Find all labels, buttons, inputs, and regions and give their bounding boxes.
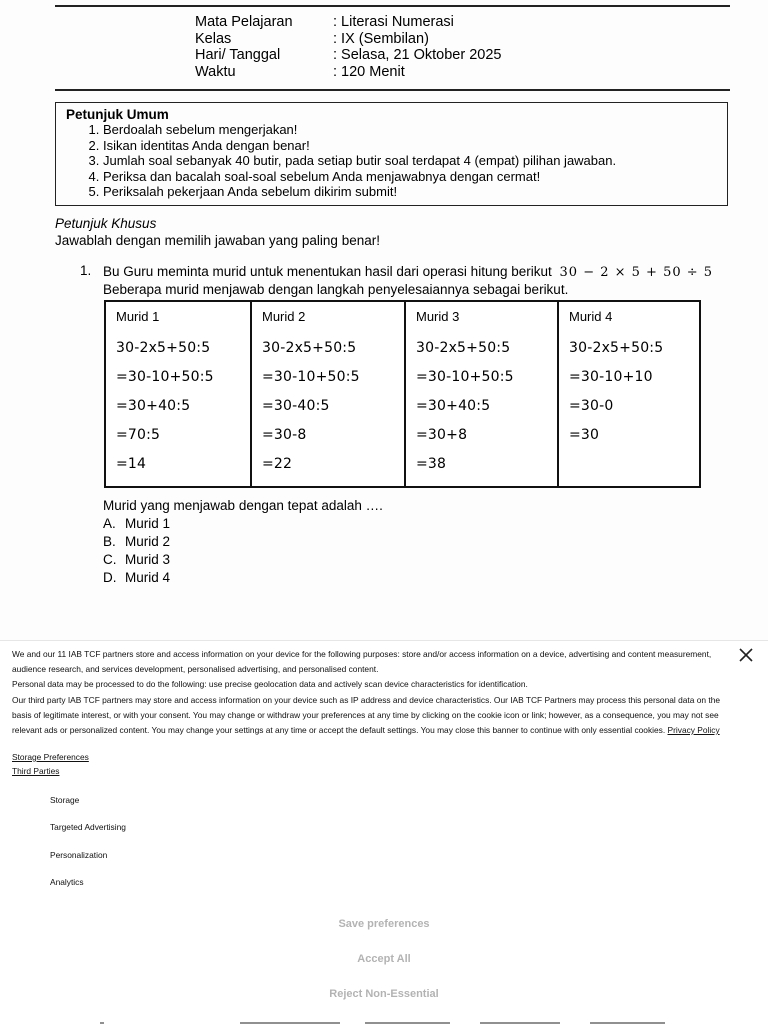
step-line: =38 — [416, 456, 447, 472]
step-line: =30 — [569, 427, 600, 443]
info-value: : IX (Sembilan) — [333, 30, 429, 47]
answer-option[interactable] — [103, 515, 170, 533]
info-label: Hari/ Tanggal — [195, 47, 281, 63]
instruction-item: 1. Berdoalah sebelum mengerjakan! — [103, 122, 717, 138]
category-storage[interactable]: Storage — [50, 795, 80, 805]
step-line — [569, 450, 699, 479]
instruction-item: 4. Periksa dan bacalah soal-soal sebelum Anda menjawabnya dengan cermat! — [103, 169, 717, 185]
storage-preferences-link[interactable]: Storage Preferences — [12, 752, 89, 762]
instruction-item: 2. Isikan identitas Anda dengan benar! — [103, 138, 717, 154]
step-line: =70:5 — [116, 427, 161, 443]
accept-all-button[interactable]: Accept All — [357, 953, 411, 965]
step-line: =30-10+50:5 — [262, 369, 360, 385]
privacy-policy-link[interactable]: Privacy Policy — [667, 725, 720, 736]
step-line: =30-10+10 — [569, 369, 653, 385]
info-row — [195, 47, 501, 64]
instruction-item: 5. Periksalah pekerjaan Anda sebelum dikirim submit! — [103, 184, 717, 200]
info-row — [195, 64, 501, 81]
question-prompt: Murid yang menjawab dengan tepat adalah …. — [103, 498, 383, 513]
underlying-page-edge — [0, 1018, 768, 1024]
option-text: Murid 3 — [125, 552, 171, 567]
question-line-1: Bu Guru meminta murid untuk menentukan hasil dari operasi hitung berikut — [103, 264, 552, 279]
reject-non-essential-button[interactable]: Reject Non-Essential — [329, 988, 439, 1000]
info-value: : Literasi Numerasi — [333, 14, 454, 30]
general-instructions-list — [66, 122, 717, 200]
student-column — [252, 302, 406, 486]
student-header: Murid 2 — [262, 309, 306, 324]
step-line: 30-2x5+50:5 — [116, 340, 211, 356]
student-column — [406, 302, 559, 486]
consent-text — [12, 647, 727, 738]
student-column — [559, 302, 699, 486]
instruction-item: 3. Jumlah soal sebanyak 40 butir, pada setiap butir soal terdapat 4 (empat) pilihan jawaban. — [103, 153, 717, 169]
third-parties-link[interactable]: Third Parties — [12, 766, 60, 776]
info-divider — [55, 89, 730, 91]
exam-info — [195, 14, 501, 80]
student-header: Murid 4 — [569, 309, 613, 324]
step-line: =30+40:5 — [416, 398, 491, 414]
answer-option[interactable] — [103, 551, 170, 569]
consent-paragraph-text: Our third party IAB TCF partners may store and access information on your device such as IP address and device characteristics. Our IAB TCF Partners may process this personal data on the basis of legitimate interest, or with your consent. You may change or withdraw your preferences at any time by clicking on the cookie icon or link; however, as a consequence, you may not see relevant ads or personalized content. You may change your settings at any time or accept the default settings. You may close this banner to continue with only essential cookies. — [12, 694, 721, 736]
question-text — [103, 263, 713, 298]
category-personalization[interactable]: Personalization — [50, 850, 108, 860]
student-column — [106, 302, 252, 486]
consent-paragraph: Personal data may be processed to do the following: use precise geolocation data and actively scan device characteristics for identification. — [12, 679, 528, 690]
category-targeted-advertising[interactable]: Targeted Advertising — [50, 822, 126, 832]
general-instructions-title: Petunjuk Umum — [66, 107, 169, 122]
step-line: =30-10+50:5 — [416, 369, 514, 385]
consent-paragraph — [12, 693, 727, 739]
info-value: : Selasa, 21 Oktober 2025 — [333, 47, 502, 63]
general-instructions-box — [55, 102, 728, 206]
step-line: =30-0 — [569, 398, 614, 414]
student-header: Murid 3 — [416, 309, 460, 324]
consent-paragraph: We and our 11 IAB TCF partners store and access information on your device for the following purposes: store and/or access information on a device, advertising and content measurement, audience research, and services development, personalised advertising, and personalised content. — [12, 649, 712, 675]
category-analytics[interactable]: Analytics — [50, 877, 84, 887]
info-row — [195, 31, 501, 48]
step-line: =30-10+50:5 — [116, 369, 214, 385]
info-label: Mata Pelajaran — [195, 14, 293, 30]
info-label: Waktu — [195, 63, 236, 80]
option-letter: B. — [103, 534, 116, 549]
answer-option[interactable] — [103, 533, 170, 551]
option-letter: A. — [103, 516, 116, 531]
step-line: 30-2x5+50:5 — [262, 340, 357, 356]
info-row — [195, 14, 501, 31]
step-line: =14 — [116, 456, 147, 472]
special-instructions-title: Petunjuk Khusus — [55, 216, 157, 231]
answer-options — [103, 515, 170, 587]
step-line: =30-40:5 — [262, 398, 330, 414]
top-divider — [55, 5, 730, 7]
student-header: Murid 1 — [116, 309, 160, 324]
option-text: Murid 1 — [125, 516, 171, 531]
question-line-2: Beberapa murid menjawab dengan langkah penyelesaiannya sebagai berikut. — [103, 282, 569, 297]
info-label: Kelas — [195, 30, 232, 47]
option-text: Murid 4 — [125, 570, 171, 585]
step-line: =22 — [262, 456, 293, 472]
question-expression: 30 − 2 × 5 + 50 ÷ 5 — [559, 265, 714, 280]
step-line: =30-8 — [262, 427, 307, 443]
step-line: =30+8 — [416, 427, 468, 443]
answer-option[interactable] — [103, 569, 170, 587]
special-instructions-text: Jawablah dengan memilih jawaban yang paling benar! — [55, 233, 380, 248]
step-line: 30-2x5+50:5 — [569, 340, 664, 356]
question-number: 1. — [80, 263, 92, 278]
option-letter: D. — [103, 570, 117, 585]
step-line: 30-2x5+50:5 — [416, 340, 511, 356]
cookie-consent-banner — [0, 640, 768, 1025]
student-answers-table — [104, 300, 701, 488]
step-line: =30+40:5 — [116, 398, 191, 414]
option-text: Murid 2 — [125, 534, 171, 549]
option-letter: C. — [103, 552, 117, 567]
info-value: : 120 Menit — [333, 63, 405, 80]
close-icon[interactable] — [737, 646, 755, 664]
save-preferences-button[interactable]: Save preferences — [338, 918, 430, 930]
